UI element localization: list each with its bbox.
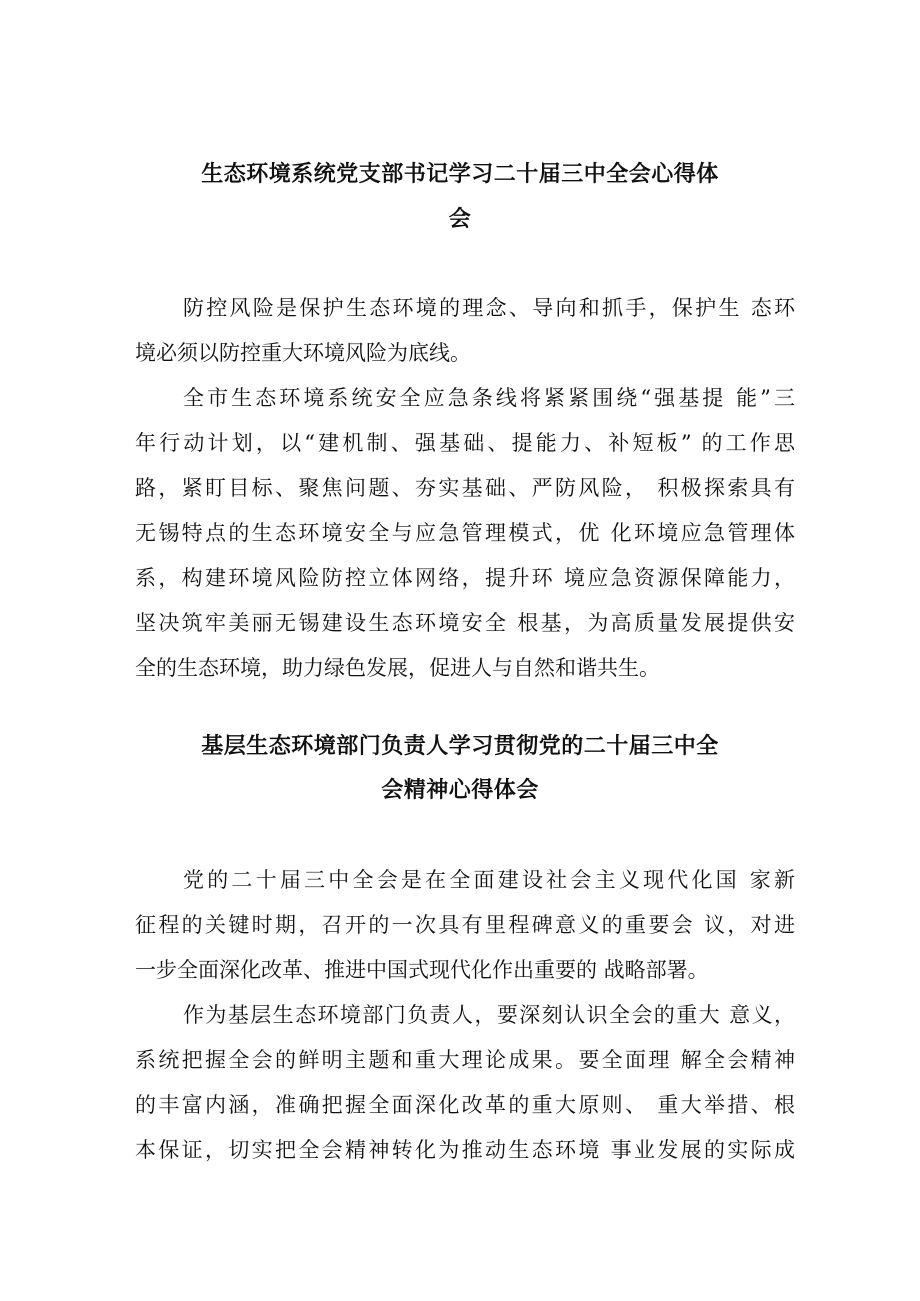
paragraph-line: 全的生态环境，助力绿色发展，促进人与自然和谐共生。 [135, 656, 660, 680]
paragraph-line: 路，紧盯目标、聚焦问题、夯实基础、严防风险， 积极探索具有 [135, 476, 795, 500]
section1-title-line-1: 生态环境系统党支部书记学习二十届三中全会心得体 [201, 162, 719, 187]
paragraph-line: 无锡特点的生态环境安全与应急管理模式，优 化环境应急管理体 [135, 521, 795, 545]
section2-title-line-2: 会精神心得体会 [381, 778, 539, 803]
paragraph-line: 年行动计划，以“建机制、强基础、提能力、补短板” 的工作思 [135, 431, 795, 455]
section2-title-line-1: 基层生态环境部门负责人学习贯彻党的二十届三中全 [201, 734, 719, 759]
section1-title-line-2: 会 [448, 207, 472, 232]
paragraph-line: 的丰富内涵，准确把握全面深化改革的重大原则、 重大举措、根 [135, 1093, 795, 1117]
paragraph-line: 征程的关键时期，召开的一次具有里程碑意义的重要会 议，对进 [135, 913, 795, 937]
paragraph-line: 境必须以防控重大环境风险为底线。 [135, 341, 471, 365]
paragraph-line: 作为基层生态环境部门负责人，要深刻认识全会的重大 意义， [183, 1003, 795, 1027]
paragraph-line: 本保证，切实把全会精神转化为推动生态环境 事业发展的实际成 [135, 1138, 795, 1162]
paragraph-line: 系统把握全会的鲜明主题和重大理论成果。要全面理 解全会精神 [135, 1048, 795, 1072]
paragraph-line: 全市生态环境系统安全应急条线将紧紧围绕“强基提 能”三 [183, 386, 795, 410]
paragraph-line: 系，构建环境风险防控立体网络，提升环 境应急资源保障能力， [135, 566, 795, 590]
paragraph-line: 一步全面深化改革、推进中国式现代化作出重要的 战略部署。 [135, 958, 709, 982]
paragraph-line: 坚决筑牢美丽无锡建设生态环境安全 根基，为高质量发展提供安 [135, 611, 795, 635]
paragraph-line: 防控风险是保护生态环境的理念、导向和抓手，保护生 态环 [183, 296, 795, 320]
paragraph-line: 党的二十届三中全会是在全面建设社会主义现代化国 家新 [183, 868, 795, 892]
